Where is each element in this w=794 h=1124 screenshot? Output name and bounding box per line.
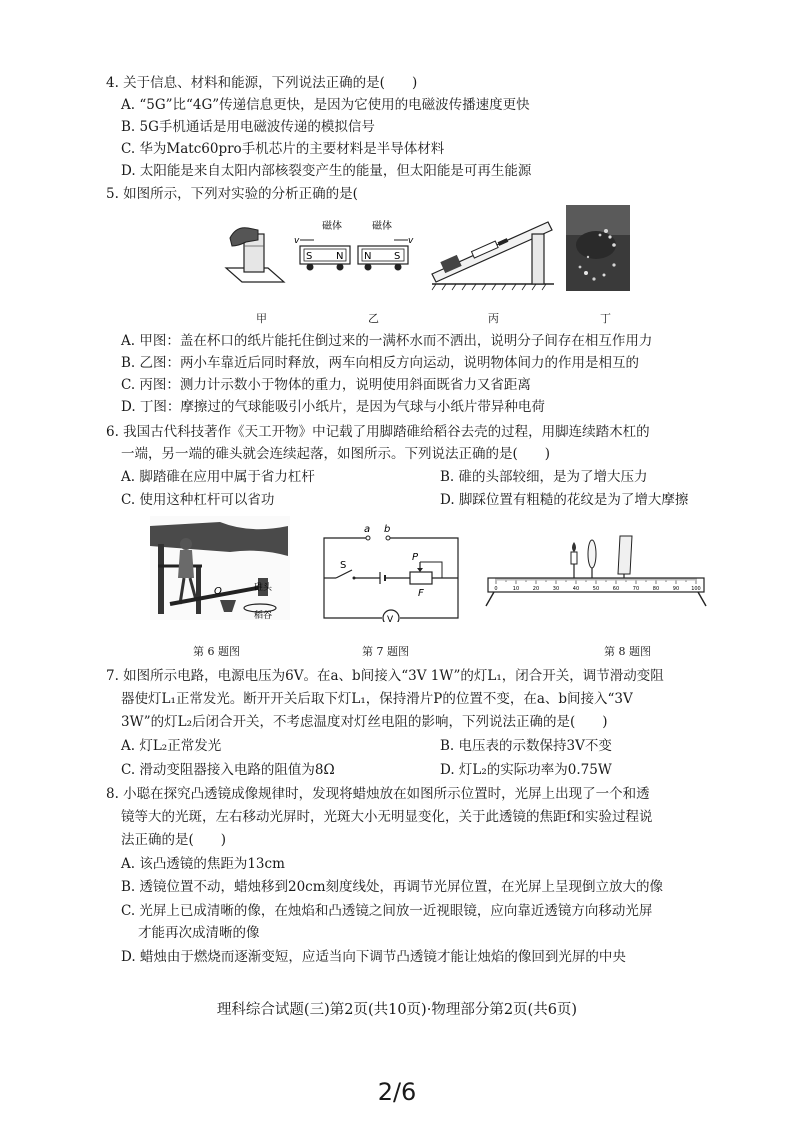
fig6-head-label: 碓头 [254,583,273,593]
q6-option-b: B. 碓的头部较细，是为了增大压力 [440,469,648,485]
q8-stem-line1: 8. 小聪在探究凸透镜成像规律时，发现将蜡烛放在如图所示位置时，光屏上出现了一个和透 [106,786,650,802]
q6-stem-line2: 一端，另一端的碓头就会连续起落，如图所示。下列说法正确的是( ) [121,446,551,462]
q6-option-c: C. 使用这种杠杆可以省功 [121,492,275,508]
pole-right-s: S [394,251,401,262]
q5-label-yi: 乙 [368,312,379,325]
pole-left-n: N [336,251,344,262]
ruler-tick-label: 60 [612,586,620,592]
q5-option-a: A. 甲图：盖在杯口的纸片能托住倒过来的一满杯水而不洒出，说明分子间存在相互作用力 [121,333,653,349]
q7-option-c: C. 滑动变阻器接入电路的阻值为8Ω [121,762,335,778]
q8-option-b: B. 透镜位置不动，蜡烛移到20cm刻度线处，再调节光屏位置，在光屏上呈现倒立放大的像 [121,879,664,895]
pole-right-n: N [364,251,372,262]
q8-option-a: A. 该凸透镜的焦距为13cm [121,856,285,872]
fig7-voltmeter-label: V [387,615,394,622]
ruler-tick-label: 70 [632,586,640,592]
q5-label-jia: 甲 [256,312,267,325]
ruler-tick-label: 10 [512,586,520,592]
q6-stem-line1: 6. 我国古代科技著作《天工开物》中记载了用脚踏碓给稻谷去壳的过程，用脚连续踏木杠的 [106,424,650,440]
ruler-tick-label: 30 [552,586,560,592]
q8-stem-line2: 镜等大的光斑，左右移动光屏时，光斑大小无明显变化，关于此透镜的焦距f和实验过程说 [121,809,653,825]
q5-option-b: B. 乙图：两小车靠近后同时释放，两车向相反方向运动，说明物体间力的作用是相互的 [121,355,640,371]
q4-stem: 4. 关于信息、材料和能源，下列说法正确的是( ) [106,75,418,91]
page-indicator: 2/6 [377,1078,417,1106]
q5-figure-ding [566,205,630,291]
ruler-tick-label: 100 [691,586,701,592]
magnet-label-right: 磁体 [372,221,392,232]
q6-option-a: A. 脚踏碓在应用中属于省力杠杆 [121,469,315,485]
fig7-resistor-label: F [418,588,424,599]
q4-option-c: C. 华为Matc60pro手机芯片的主要材料是半导体材料 [121,141,445,157]
q7-stem-line3: 3W”的灯L₂后闭合开关，不考虑温度对灯丝电阻的影响，下列说法正确的是( ) [121,714,608,730]
fig7-caption: 第 7 题图 [362,645,409,658]
ruler-tick-label: 0 [494,586,498,592]
fig7-terminal-b: b [384,524,391,535]
q4-option-b: B. 5G手机通话是用电磁波传递的模拟信号 [121,119,375,135]
ruler-tick-label: 90 [672,586,680,592]
fig6-grain-label: 稻谷 [254,611,273,620]
q4-option-d: D. 太阳能是来自太阳内部核裂变产生的能量，但太阳能是可再生能源 [121,163,532,179]
ruler-tick-label: 20 [532,586,540,592]
fig7-slider-label: P [412,552,419,563]
fig8-caption: 第 8 题图 [604,645,651,658]
q7-option-a: A. 灯L₂正常发光 [121,738,222,754]
fig6-pivot-label: O [214,586,222,597]
q8-stem-line3: 法正确的是( ) [121,832,227,848]
q5-option-c: C. 丙图：测力计示数小于物体的重力，说明使用斜面既省力又省距离 [121,377,531,393]
fig7-switch-label: S [340,560,347,571]
q7-option-b: B. 电压表的示数保持3V不变 [440,738,612,754]
fig8-optical-bench [480,518,712,610]
svg-text:v: v [294,236,300,246]
q5-label-bing: 丙 [488,312,499,325]
q8-option-d: D. 蜡烛由于燃烧而逐渐变短，应适当向下调节凸透镜才能让烛焰的像回到光屏的中央 [121,949,626,965]
q6-option-d: D. 脚踩位置有粗糙的花纹是为了增大摩擦 [440,492,689,508]
q5-figure-bing [428,210,558,292]
pole-left-s: S [306,251,313,262]
q5-figure-jia [222,216,288,288]
q4-option-a: A. “5G”比“4G”传递信息更快，是因为它使用的电磁波传播速度更快 [121,97,530,113]
svg-text:v: v [408,236,414,246]
fig7-terminal-a: a [364,524,371,535]
q7-option-d: D. 灯L₂的实际功率为0.75W [440,762,612,778]
magnet-label-left: 磁体 [322,221,342,232]
ruler-tick-label: 40 [572,586,580,592]
ruler-tick-label: 50 [592,586,600,592]
q8-option-c: C. 光屏上已成清晰的像，在烛焰和凸透镜之间放一近视眼镜，应向靠近透镜方向移动光屏 [121,903,653,919]
fig7-circuit-diagram [318,522,464,622]
q7-stem-line1: 7. 如图所示电路，电源电压为6V。在a、b间接入“3V 1W”的灯L₁，闭合开关，调节滑动变阻 [106,668,664,684]
fig6-caption: 第 6 题图 [193,645,240,658]
q5-figure-yi [292,218,418,274]
q5-label-ding: 丁 [600,312,611,325]
fig6-pestle-illustration [150,516,290,620]
page-footer: 理科综合试题(三)第2页(共10页)·物理部分第2页(共6页) [216,1002,578,1018]
ruler-tick-label: 80 [652,586,660,592]
q8-option-c-continued: 才能再次成清晰的像 [138,925,260,941]
q5-stem: 5. 如图所示，下列对实验的分析正确的是( [106,186,358,202]
q5-option-d: D. 丁图：摩擦过的气球能吸引小纸片，是因为气球与小纸片带异种电荷 [121,399,545,415]
q7-stem-line2: 器使灯L₁正常发光。断开开关后取下灯L₁，保持滑片P的位置不变，在a、b间接入“3V [121,691,633,707]
